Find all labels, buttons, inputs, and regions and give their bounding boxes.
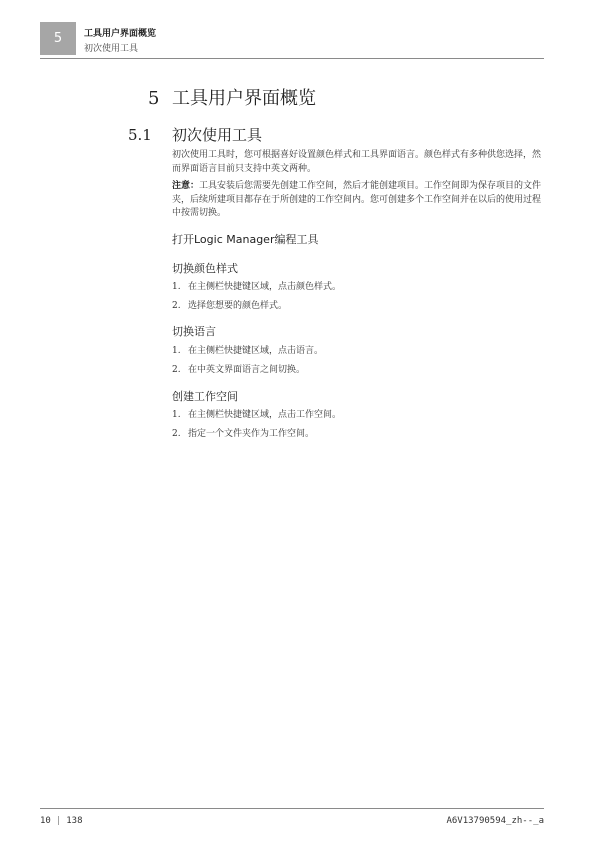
list-item (172, 426, 314, 439)
header-subtitle: 初次使用工具 (84, 44, 139, 54)
step-text: 在主侧栏快捷键区域，点击语言。 (188, 346, 324, 356)
list-item (172, 407, 341, 420)
step-number: 1. (172, 410, 181, 420)
note-label: 注意： (172, 181, 200, 191)
workspace-heading: 创建工作空间 (172, 390, 238, 403)
step-number: 2. (172, 365, 181, 375)
step-text: 指定一个文件夹作为工作空间。 (188, 429, 315, 439)
section-title-text: 初次使用工具 (172, 126, 263, 144)
list-item (172, 343, 323, 356)
step-text: 选择您想要的颜色样式。 (188, 301, 288, 311)
total-pages: 138 (66, 816, 83, 826)
list-item (172, 298, 287, 311)
note-text: 工具安装后您需要先创建工作空间，然后才能创建项目。工作空间即为保存项目的文件夹，后续所建项目都存在于所创建的工作空间内。您可创建多个工作空间并在以后的使用过程中按需切换。 (172, 181, 542, 218)
header-divider (40, 58, 544, 59)
chapter-title-text: 工具用户界面概览 (172, 88, 316, 109)
page-separator: | (55, 816, 62, 826)
step-text: 在主侧栏快捷键区域，点击颜色样式。 (188, 282, 342, 292)
header-chapter-box (40, 22, 76, 55)
note-paragraph (172, 180, 544, 221)
footer-divider (40, 808, 544, 809)
section-number: 5.1 (128, 126, 152, 144)
list-item (172, 279, 341, 292)
section-title (128, 124, 262, 145)
step-number: 1. (172, 282, 181, 292)
current-page: 10 (40, 816, 51, 826)
step-number: 2. (172, 429, 181, 439)
chapter-number: 5 (148, 88, 160, 109)
list-item (172, 362, 305, 375)
chapter-title (148, 84, 316, 110)
step-number: 2. (172, 301, 181, 311)
step-text: 在中英文界面语言之间切换。 (188, 365, 306, 375)
step-text: 在主侧栏快捷键区域，点击工作空间。 (188, 410, 342, 420)
header-title: 工具用户界面概览 (84, 29, 157, 39)
open-tool-heading: 打开Logic Manager编程工具 (172, 233, 319, 246)
intro-paragraph: 初次使用工具时，您可根据喜好设置颜色样式和工具界面语言。颜色样式有多种供您选择，然而界面语言目前只支持中英文两种。 (172, 150, 542, 174)
step-number: 1. (172, 346, 181, 356)
page-number (40, 816, 83, 826)
header-chapter-number: 5 (53, 31, 63, 46)
color-style-heading: 切换颜色样式 (172, 262, 238, 275)
language-heading: 切换语言 (172, 325, 216, 338)
document-id: A6V13790594_zh--_a (446, 816, 544, 826)
